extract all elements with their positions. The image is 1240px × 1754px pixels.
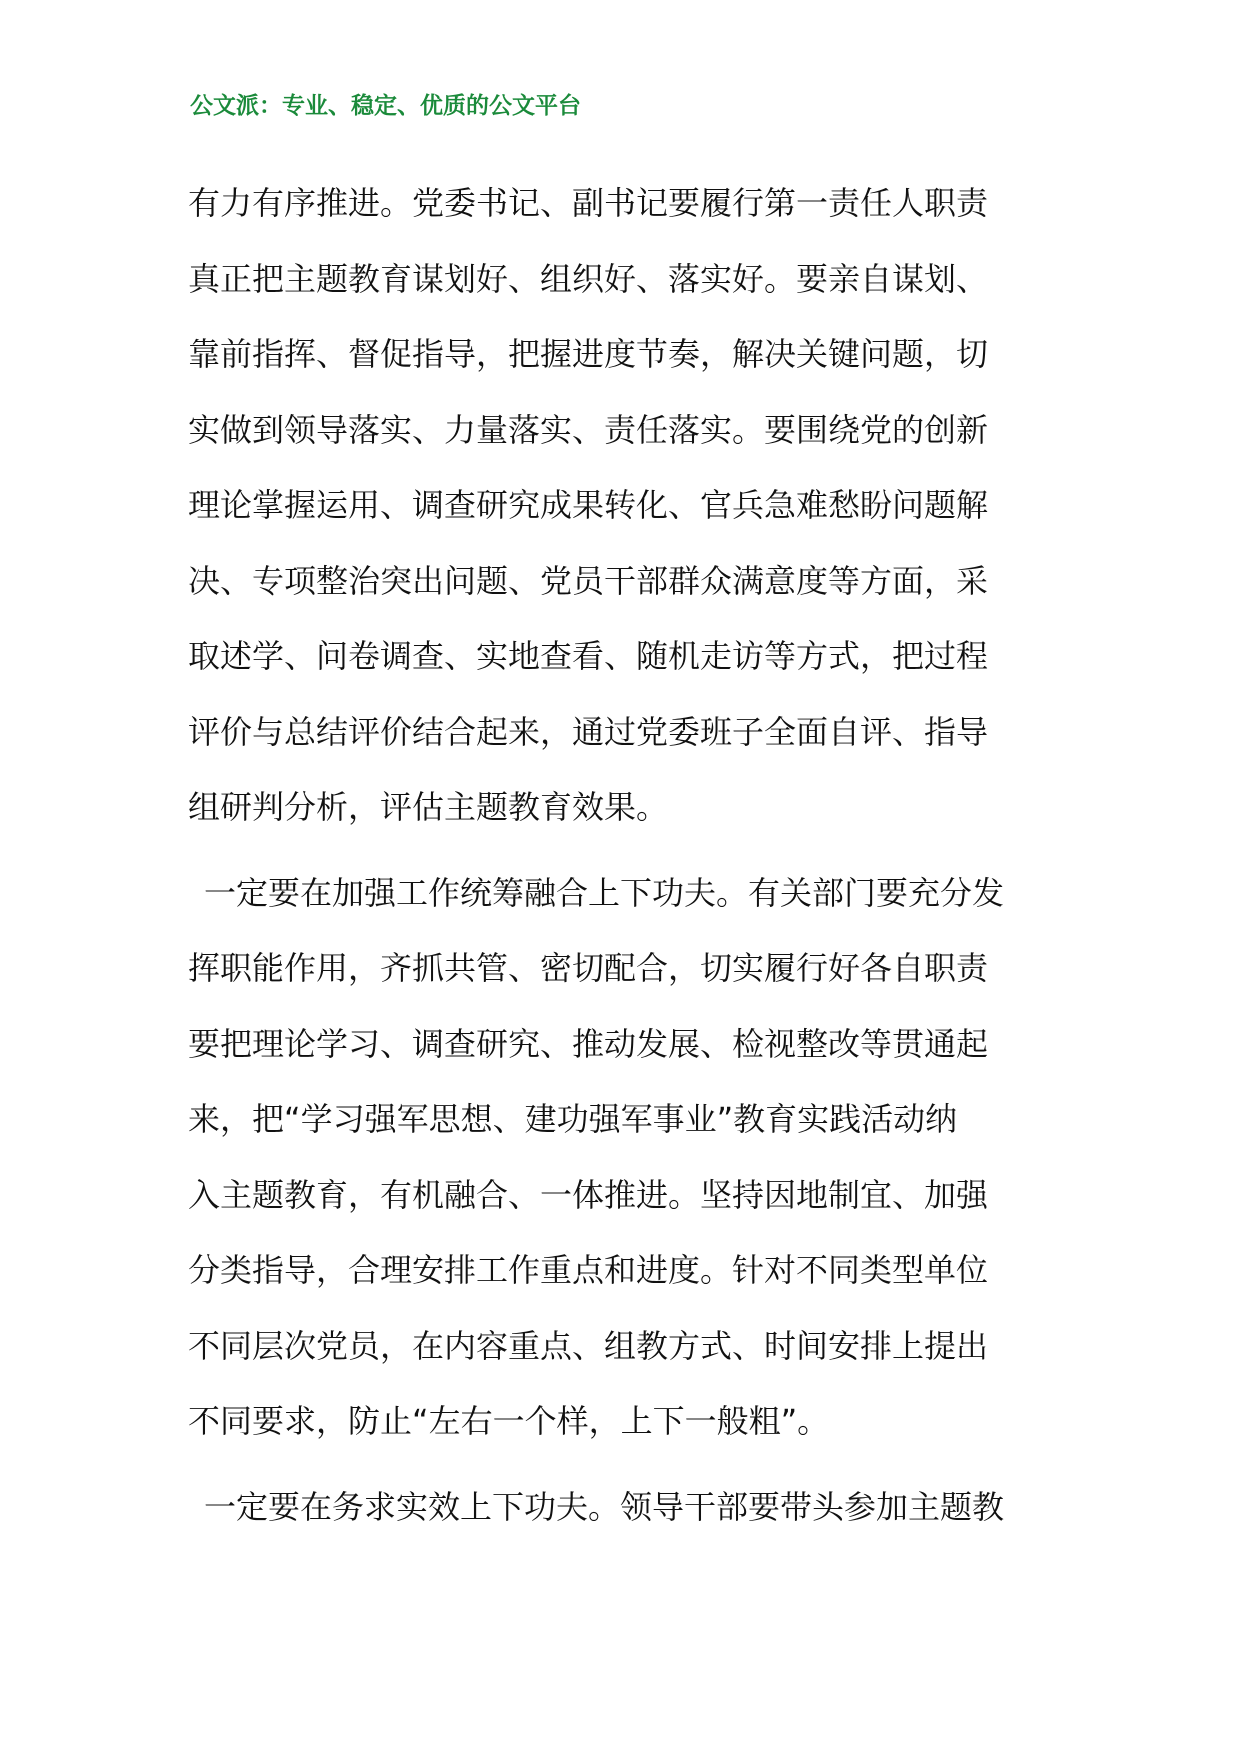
paragraph-1: [188, 166, 1058, 846]
text-line: 真正把主题教育谋划好、组织好、落实好。要亲自谋划、: [188, 259, 989, 298]
text-line: 取述学、问卷调查、实地查看、随机走访等方式，把过程: [188, 637, 989, 675]
text-line: 组研判分析，评估主题教育效果。: [188, 788, 669, 826]
text-line: 理论掌握运用、调查研究成果转化、官兵急难愁盼问题解: [188, 486, 989, 524]
paragraph-2: [188, 856, 1058, 1460]
text-line: 不同要求，防止“左右一个样，上下一般粗”。: [188, 1402, 830, 1440]
text-line: 评价与总结评价结合起来，通过党委班子全面自评、指导: [188, 712, 989, 751]
paragraph-3: [188, 1470, 1058, 1546]
site-header-title: 公文派：专业、稳定、优质的公文平台: [190, 92, 581, 119]
document-body: [188, 166, 1058, 1555]
text-line: 不同层次党员，在内容重点、组教方式、时间安排上提出: [188, 1326, 989, 1365]
text-line: 一定要在务求实效上下功夫。领导干部要带头参加主题教: [204, 1487, 1005, 1526]
text-line: 有力有序推进。党委书记、副书记要履行第一责任人职责: [188, 184, 989, 222]
text-line: 决、专项整治突出问题、党员干部群众满意度等方面，采: [188, 561, 989, 600]
text-line: 来，把“学习强军思想、建功强军事业”教育实践活动纳: [188, 1100, 958, 1138]
text-line: 挥职能作用，齐抓共管、密切配合，切实履行好各自职责: [188, 949, 989, 987]
text-line: 分类指导，合理安排工作重点和进度。针对不同类型单位: [188, 1251, 989, 1289]
text-line: 实做到领导落实、力量落实、责任落实。要围绕党的创新: [188, 410, 989, 449]
text-line: 靠前指挥、督促指导，把握进度节奏，解决关键问题，切: [188, 335, 989, 373]
text-line: 要把理论学习、调查研究、推动发展、检视整改等贯通起: [188, 1024, 989, 1063]
text-line: 一定要在加强工作统筹融合上下功夫。有关部门要充分发: [204, 873, 1005, 912]
text-line: 入主题教育，有机融合、一体推进。坚持因地制宜、加强: [188, 1175, 989, 1214]
